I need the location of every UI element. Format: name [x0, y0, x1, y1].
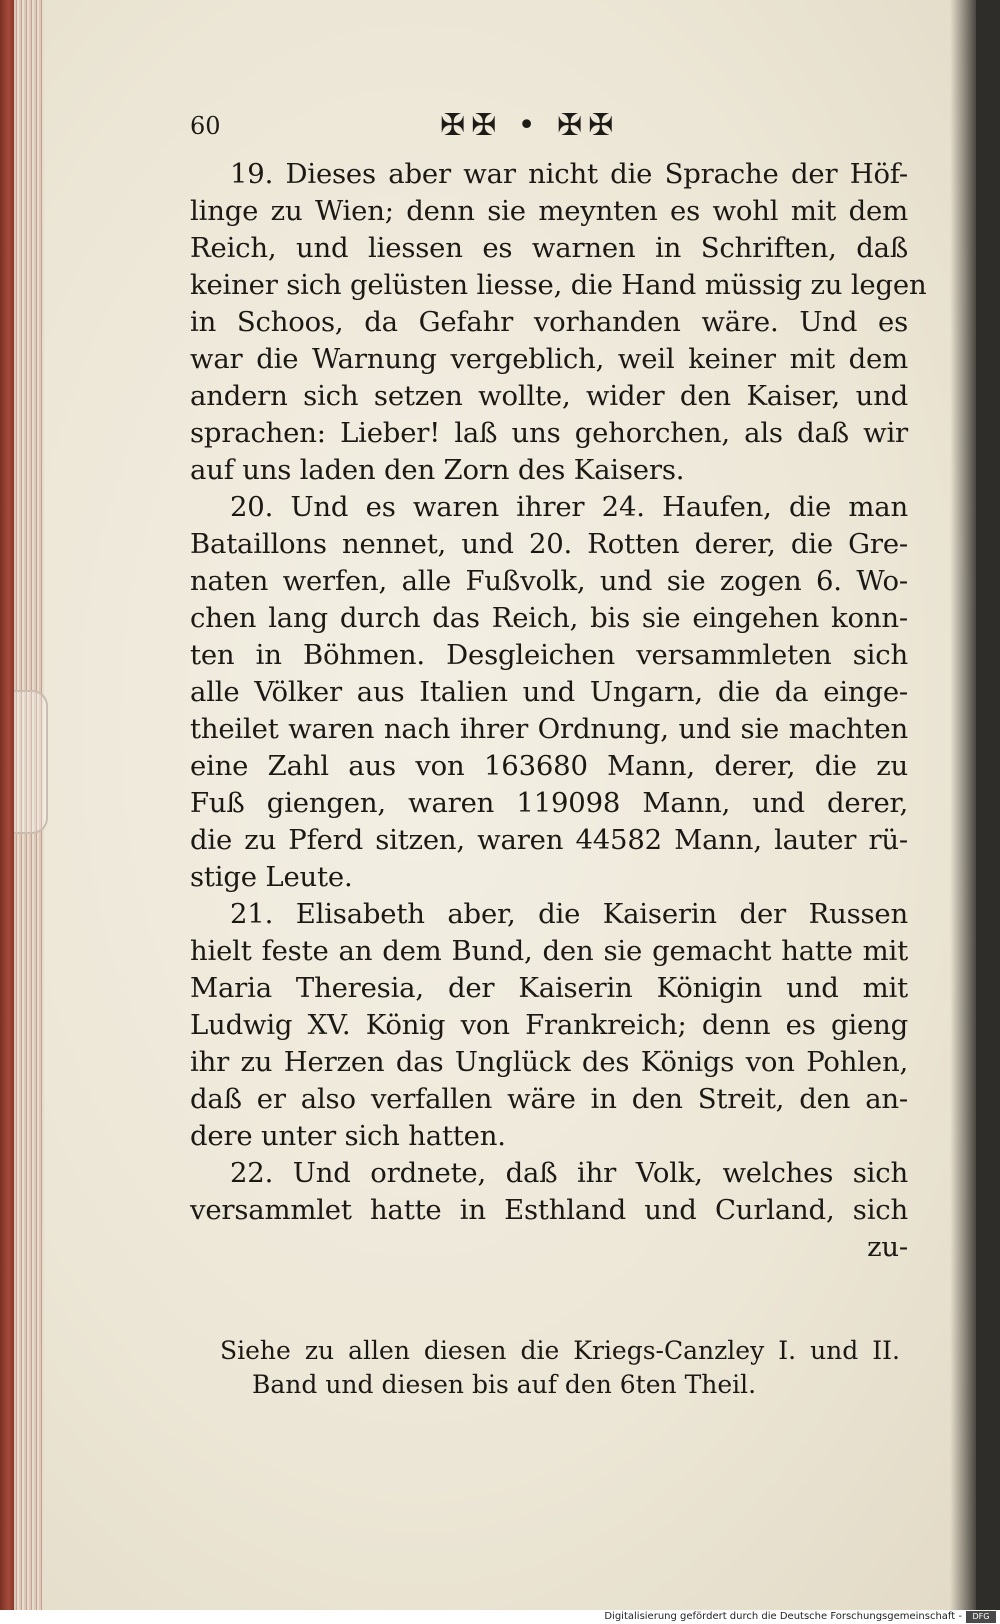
text-line: 19. Dieses aber war nicht die Sprache der Höf-: [230, 158, 908, 190]
page-header: [190, 108, 910, 148]
text-line: stige Leute.: [190, 861, 353, 893]
text-line: dere unter sich hatten.: [190, 1120, 506, 1152]
page-number: 60: [190, 112, 221, 140]
text-line: versammlet hatte in Esthland und Curland, sich: [190, 1194, 908, 1226]
catchword: zu-: [867, 1231, 908, 1263]
text-line: eine Zahl aus von 163680 Mann, derer, die zu: [190, 750, 908, 782]
text-line: Reich, und liessen es warnen in Schriften, daß: [190, 232, 908, 264]
dfg-credit: Digitalisierung gefördert durch die Deutsche Forschungsgemeinschaft -: [604, 1611, 962, 1622]
text-line: Fuß giengen, waren 119098 Mann, und derer,: [190, 787, 908, 819]
text-line: chen lang durch das Reich, bis sie eingehen konn-: [190, 602, 908, 634]
text-line: daß er also verfallen wäre in den Streit, den an-: [190, 1083, 908, 1115]
text-line: 21. Elisabeth aber, die Kaiserin der Russen: [230, 898, 908, 930]
text-line: sprachen: Lieber! laß uns gehorchen, als daß wir: [190, 417, 908, 449]
text-line: naten werfen, alle Fußvolk, und sie zogen 6. Wo-: [190, 565, 908, 597]
binding-dark-edge: [976, 0, 1000, 1610]
text-line: linge zu Wien; denn sie meynten es wohl mit dem: [190, 195, 908, 227]
text-line: 20. Und es waren ihrer 24. Haufen, die man: [230, 491, 908, 523]
text-line: Maria Theresia, der Kaiserin Königin und mit: [190, 972, 908, 1004]
text-line: Ludwig XV. König von Frankreich; denn es gieng: [190, 1009, 908, 1041]
text-line: die zu Pferd sitzen, waren 44582 Mann, lauter rü-: [190, 824, 908, 856]
clip-mark: [14, 690, 48, 834]
text-line: alle Völker aus Italien und Ungarn, die da einge-: [190, 676, 908, 708]
text-line: hielt feste an dem Bund, den sie gemacht hatte mit: [190, 935, 908, 967]
text-line: in Schoos, da Gefahr vorhanden wäre. Und es: [190, 306, 908, 338]
text-line: auf uns laden den Zorn des Kaisers.: [190, 454, 685, 486]
footnote-line: Band und diesen bis auf den 6ten Theil.: [252, 1370, 757, 1399]
text-line: war die Warnung vergeblich, weil keiner mit dem: [190, 343, 908, 375]
book-cover-edge: [0, 0, 14, 1610]
text-line: ihr zu Herzen das Unglück des Königs von Pohlen,: [190, 1046, 908, 1078]
dfg-logo: DFG: [966, 1611, 996, 1623]
text-line: keiner sich gelüsten liesse, die Hand müssig zu legen: [190, 269, 927, 301]
footnote-line: Siehe zu allen diesen die Kriegs-Canzley I. und II.: [220, 1336, 900, 1365]
header-ornament: ✠✠ • ✠✠: [440, 108, 620, 143]
text-line: ten in Böhmen. Desgleichen versammleten sich: [190, 639, 908, 671]
text-line: andern sich setzen wollte, wider den Kaiser, und: [190, 380, 908, 412]
text-line: theilet waren nach ihrer Ordnung, und sie machten: [190, 713, 908, 745]
footer-bar: [0, 1610, 1000, 1624]
gutter-shadow: [950, 0, 976, 1610]
text-line: Bataillons nennet, und 20. Rotten derer, die Gre-: [190, 528, 908, 560]
text-line: 22. Und ordnete, daß ihr Volk, welches sich: [230, 1157, 908, 1189]
